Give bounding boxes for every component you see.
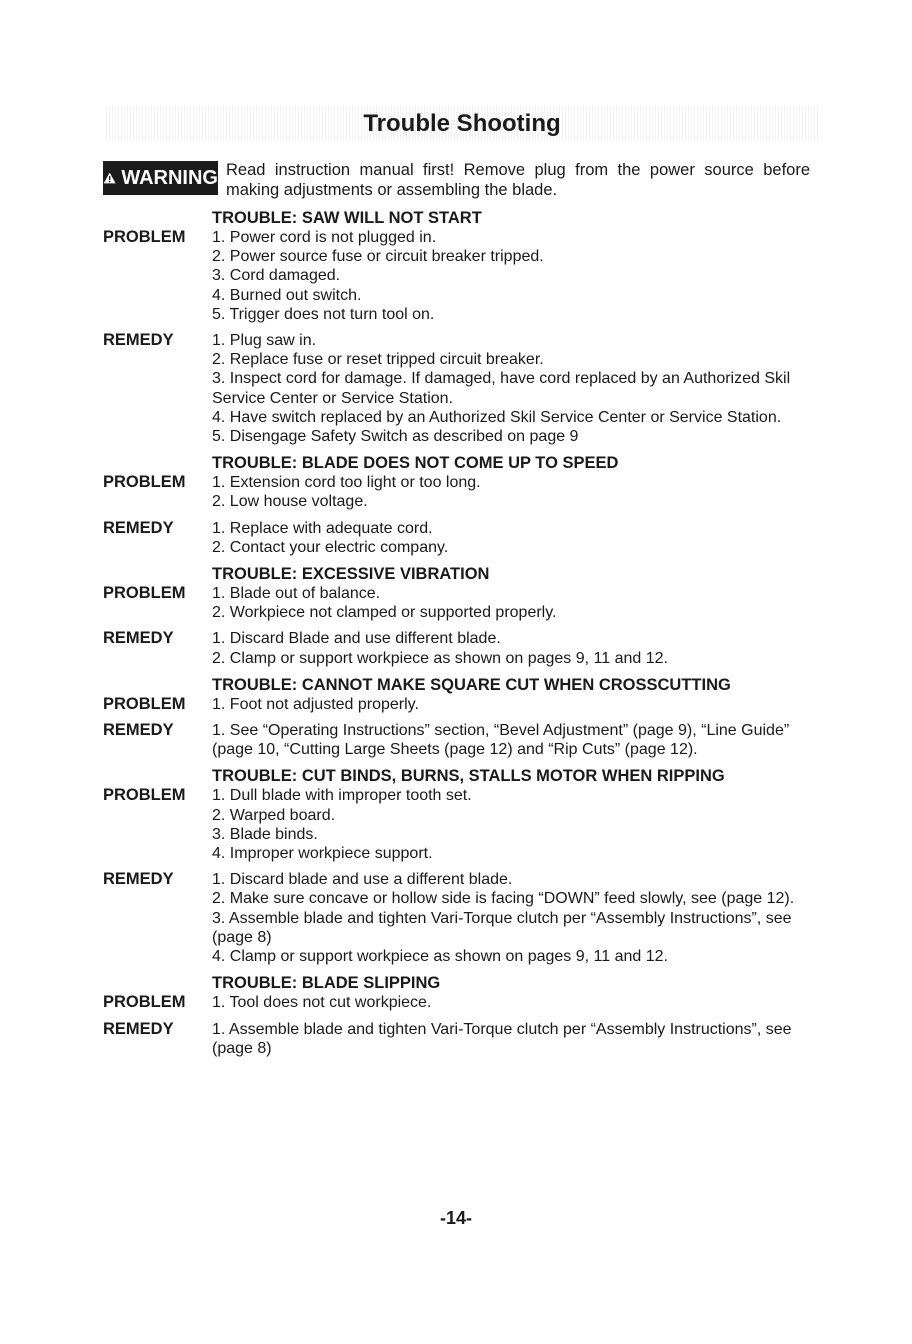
remedy-block — [103, 721, 813, 759]
remedy-label: REMEDY — [103, 518, 174, 537]
remedy-list — [212, 721, 813, 759]
problem-item: 1. Extension cord too light or too long. — [212, 474, 481, 492]
remedy-label: REMEDY — [103, 870, 174, 889]
trouble-section — [103, 453, 813, 557]
problem-list — [212, 584, 813, 622]
remedy-item: 5. Disengage Safety Switch as described on page 9 — [212, 428, 579, 446]
problem-item: 1. Tool does not cut workpiece. — [212, 994, 432, 1012]
warning-badge — [103, 161, 218, 195]
problem-item: 5. Trigger does not turn tool on. — [212, 305, 435, 323]
trouble-heading: TROUBLE: EXCESSIVE VIBRATION — [212, 565, 490, 584]
remedy-list — [212, 1020, 813, 1058]
title-band — [106, 106, 818, 140]
problem-item: 2. Warped board. — [212, 806, 336, 824]
problem-list — [212, 473, 813, 511]
trouble-section — [103, 675, 813, 760]
remedy-item: 2. Replace fuse or reset tripped circuit breaker. — [212, 351, 544, 369]
page-title: Trouble Shooting — [363, 110, 561, 137]
problem-block — [103, 695, 813, 714]
remedy-item: 1. Discard blade and use a different blade. — [212, 871, 513, 889]
page-number: -14- — [439, 1208, 472, 1228]
remedy-item: 3. Inspect cord for damage. If damaged, have cord replaced by an Authorized Skil Service Center or Service Station. — [212, 370, 791, 407]
problem-item: 1. Power cord is not plugged in. — [212, 229, 437, 246]
problem-item: 2. Workpiece not clamped or supported properly. — [212, 604, 557, 622]
problem-list — [212, 993, 813, 1012]
remedy-block — [103, 629, 813, 667]
problem-item: 3. Blade binds. — [212, 825, 318, 843]
remedy-item: 1. See “Operating Instructions” section, “Bevel Adjustment” (page 9), “Line Guide” (page 10, “Cutting Large Sheets (page 12) and “Rip Cuts” (page 12). — [212, 722, 790, 759]
remedy-label: REMEDY — [103, 629, 174, 648]
trouble-heading: TROUBLE: BLADE SLIPPING — [212, 974, 441, 993]
problem-label: PROBLEM — [103, 694, 186, 713]
trouble-heading: TROUBLE: BLADE DOES NOT COME UP TO SPEED — [212, 454, 619, 473]
remedy-item: 4. Clamp or support workpiece as shown on pages 9, 11 and 12. — [212, 948, 668, 966]
remedy-label: REMEDY — [103, 721, 174, 740]
problem-block — [103, 228, 813, 324]
remedy-list — [212, 870, 813, 966]
trouble-section — [103, 564, 813, 668]
problem-item: 2. Low house voltage. — [212, 493, 368, 511]
remedy-item: 1. Replace with adequate cord. — [212, 519, 433, 537]
remedy-item: 1. Plug saw in. — [212, 332, 317, 350]
remedy-list — [212, 629, 813, 667]
remedy-item: 1. Assemble blade and tighten Vari-Torque clutch per “Assembly Instructions”, see (page 8) — [212, 1020, 792, 1057]
trouble-heading: TROUBLE: SAW WILL NOT START — [212, 209, 482, 227]
problem-label: PROBLEM — [103, 786, 186, 805]
remedy-list — [212, 331, 813, 446]
problem-block — [103, 786, 813, 863]
remedy-block — [103, 870, 813, 966]
remedy-item: 4. Have switch replaced by an Authorized Skil Service Center or Service Station. — [212, 408, 782, 426]
problem-label: PROBLEM — [103, 473, 186, 492]
problem-item: 1. Dull blade with improper tooth set. — [212, 787, 472, 805]
problem-list — [212, 786, 813, 863]
remedy-block — [103, 519, 813, 557]
problem-list — [212, 695, 813, 714]
remedy-item: 2. Make sure concave or hollow side is facing “DOWN” feed slowly, see (page 12). — [212, 890, 795, 908]
problem-label: PROBLEM — [103, 993, 186, 1012]
problem-item: 1. Blade out of balance. — [212, 585, 381, 603]
problem-item: 2. Power source fuse or circuit breaker tripped. — [212, 248, 544, 266]
warning-text: Read instruction manual first! Remove plug from the power source before making adjustments or assembling the blade. — [226, 161, 810, 199]
warning-triangle-icon — [103, 169, 116, 187]
problem-list — [212, 228, 813, 324]
trouble-heading: TROUBLE: CANNOT MAKE SQUARE CUT WHEN CROSSCUTTING — [212, 675, 731, 694]
problem-item: 1. Foot not adjusted properly. — [212, 695, 419, 713]
trouble-section — [103, 973, 813, 1058]
problem-label: PROBLEM — [103, 584, 186, 603]
problem-block — [103, 473, 813, 511]
remedy-item: 3. Assemble blade and tighten Vari-Torque clutch per “Assembly Instructions”, see (page 8) — [212, 909, 792, 946]
trouble-section — [103, 766, 813, 966]
remedy-label: REMEDY — [103, 331, 174, 350]
remedy-label: REMEDY — [103, 1019, 174, 1038]
remedy-block — [103, 331, 813, 446]
problem-item: 3. Cord damaged. — [212, 267, 341, 285]
trouble-section — [103, 208, 813, 446]
problem-item: 4. Improper workpiece support. — [212, 845, 433, 863]
remedy-block — [103, 1020, 813, 1058]
problem-block — [103, 584, 813, 622]
problem-item: 4. Burned out switch. — [212, 286, 362, 304]
remedy-item: 2. Clamp or support workpiece as shown on pages 9, 11 and 12. — [212, 649, 668, 667]
trouble-heading: TROUBLE: CUT BINDS, BURNS, STALLS MOTOR WHEN RIPPING — [212, 767, 725, 786]
problem-label: PROBLEM — [103, 228, 186, 246]
remedy-list — [212, 519, 813, 557]
remedy-item: 1. Discard Blade and use different blade. — [212, 630, 501, 648]
problem-block — [103, 993, 813, 1012]
troubleshooting-content — [103, 208, 813, 1065]
warning-label: WARNING — [121, 166, 218, 189]
remedy-item: 2. Contact your electric company. — [212, 538, 449, 556]
